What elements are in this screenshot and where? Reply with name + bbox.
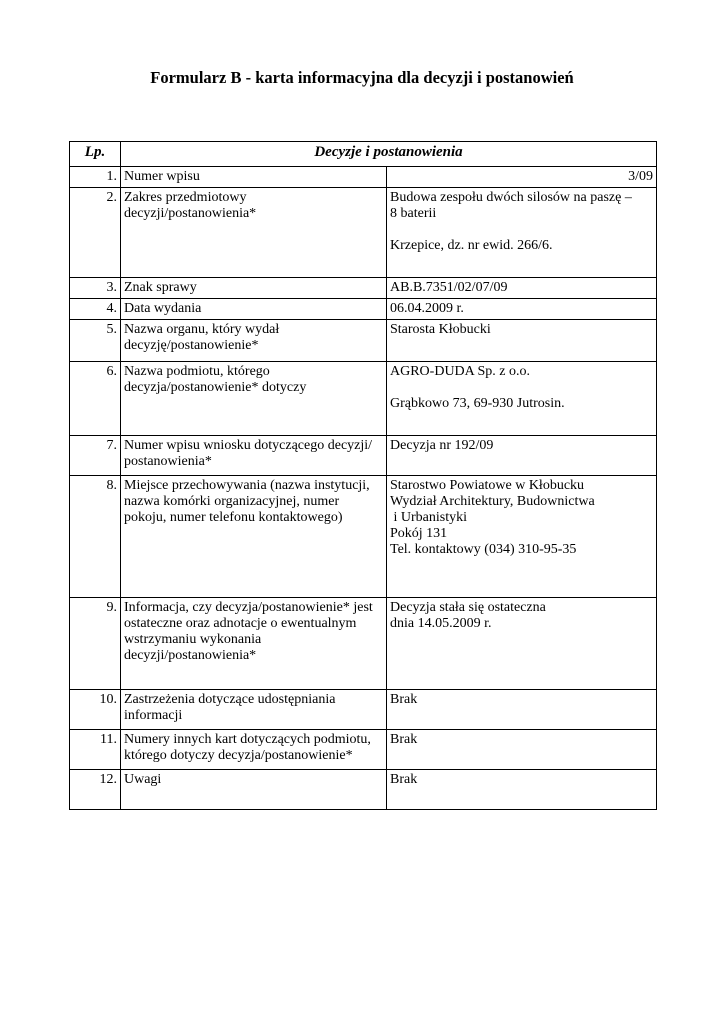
value-line: Starosta Kłobucki — [390, 322, 491, 337]
label-line: Data wydania — [124, 301, 202, 316]
value-line: Starostwo Powiatowe w Kłobucku — [390, 478, 585, 493]
header-lp: Lp. — [70, 142, 121, 167]
table-row — [70, 730, 657, 770]
value-line: dnia 14.05.2009 r. — [390, 616, 492, 631]
label-line: decyzję/postanowienie* — [124, 338, 259, 353]
value-line: Brak — [390, 772, 418, 787]
table-row — [70, 690, 657, 730]
row-number: 5. — [70, 320, 121, 362]
row-number: 3. — [70, 278, 121, 299]
value-line: AB.B.7351/02/07/09 — [390, 280, 508, 295]
row-label — [121, 598, 387, 690]
value-spacer — [390, 222, 653, 238]
row-number: 2. — [70, 188, 121, 278]
row-value — [387, 730, 657, 770]
value-line: Budowa zespołu dwóch silosów na paszę – — [390, 190, 632, 205]
row-label — [121, 476, 387, 598]
row-value — [387, 436, 657, 476]
row-label — [121, 770, 387, 810]
row-number: 4. — [70, 299, 121, 320]
value-line: Krzepice, dz. nr ewid. 266/6. — [390, 238, 553, 253]
label-line: pokoju, numer telefonu kontaktowego) — [124, 510, 343, 525]
label-line: Miejsce przechowywania (nazwa instytucji, — [124, 478, 370, 493]
value-line: Wydział Architektury, Budownictwa — [390, 494, 595, 509]
table-row — [70, 598, 657, 690]
row-label — [121, 167, 387, 188]
value-line: Tel. kontaktowy (034) 310-95-35 — [390, 542, 577, 557]
label-line: Zastrzeżenia dotyczące udostępniania — [124, 692, 336, 707]
row-label — [121, 436, 387, 476]
row-value — [387, 598, 657, 690]
table-row — [70, 320, 657, 362]
label-line: Nazwa organu, który wydał — [124, 322, 280, 337]
label-line: Uwagi — [124, 772, 162, 787]
row-number: 11. — [70, 730, 121, 770]
label-line: którego dotyczy decyzja/postanowienie* — [124, 748, 353, 763]
label-line: nazwa komórki organizacyjnej, numer — [124, 494, 340, 509]
row-value — [387, 320, 657, 362]
label-line: wstrzymaniu wykonania — [124, 632, 262, 647]
row-value — [387, 188, 657, 278]
label-line: decyzja/postanowienie* dotyczy — [124, 380, 307, 395]
row-value — [387, 476, 657, 598]
row-number: 9. — [70, 598, 121, 690]
table-row — [70, 188, 657, 278]
label-line: Numery innych kart dotyczących podmiotu, — [124, 732, 371, 747]
row-number: 7. — [70, 436, 121, 476]
value-line: Pokój 131 — [390, 526, 448, 541]
decision-card-table — [69, 141, 657, 810]
header-row — [70, 142, 657, 167]
row-value — [387, 362, 657, 436]
value-line: 3/09 — [628, 169, 654, 184]
row-label — [121, 278, 387, 299]
row-number: 1. — [70, 167, 121, 188]
label-line: Numer wpisu wniosku dotyczącego decyzji/ — [124, 438, 373, 453]
row-label — [121, 690, 387, 730]
row-value — [387, 299, 657, 320]
row-value — [387, 770, 657, 810]
label-line: decyzji/postanowienia* — [124, 648, 257, 663]
row-number: 6. — [70, 362, 121, 436]
table-row — [70, 167, 657, 188]
table-row — [70, 770, 657, 810]
value-line: AGRO-DUDA Sp. z o.o. — [390, 364, 530, 379]
table-row — [70, 299, 657, 320]
value-spacer — [390, 380, 653, 396]
value-line: Decyzja nr 192/09 — [390, 438, 494, 453]
value-line: Grąbkowo 73, 69-930 Jutrosin. — [390, 396, 565, 411]
row-label — [121, 320, 387, 362]
value-line: Brak — [390, 732, 418, 747]
table-row — [70, 436, 657, 476]
table-row — [70, 362, 657, 436]
row-label — [121, 188, 387, 278]
value-line: Decyzja stała się ostateczna — [390, 600, 546, 615]
row-number: 12. — [70, 770, 121, 810]
label-line: Numer wpisu — [124, 169, 200, 184]
label-line: postanowienia* — [124, 454, 212, 469]
row-label — [121, 362, 387, 436]
row-value — [387, 167, 657, 188]
row-label — [121, 730, 387, 770]
row-value — [387, 278, 657, 299]
row-value — [387, 690, 657, 730]
table-row — [70, 278, 657, 299]
document-title: Formularz B - karta informacyjna dla decyzji i postanowień — [150, 68, 574, 87]
label-line: ostateczne oraz adnotacje o ewentualnym — [124, 616, 357, 631]
table-row — [70, 476, 657, 598]
label-line: informacji — [124, 708, 183, 723]
value-line: i Urbanistyki — [390, 510, 467, 525]
label-line: Znak sprawy — [124, 280, 197, 295]
label-line: Informacja, czy decyzja/postanowienie* jest — [124, 600, 373, 615]
header-decisions: Decyzje i postanowienia — [121, 142, 657, 167]
value-line: 8 baterii — [390, 206, 437, 221]
row-number: 10. — [70, 690, 121, 730]
row-label — [121, 299, 387, 320]
label-line: Nazwa podmiotu, którego — [124, 364, 270, 379]
value-line: Brak — [390, 692, 418, 707]
row-number: 8. — [70, 476, 121, 598]
label-line: Zakres przedmiotowy — [124, 190, 247, 205]
value-line: 06.04.2009 r. — [390, 301, 464, 316]
label-line: decyzji/postanowienia* — [124, 206, 257, 221]
